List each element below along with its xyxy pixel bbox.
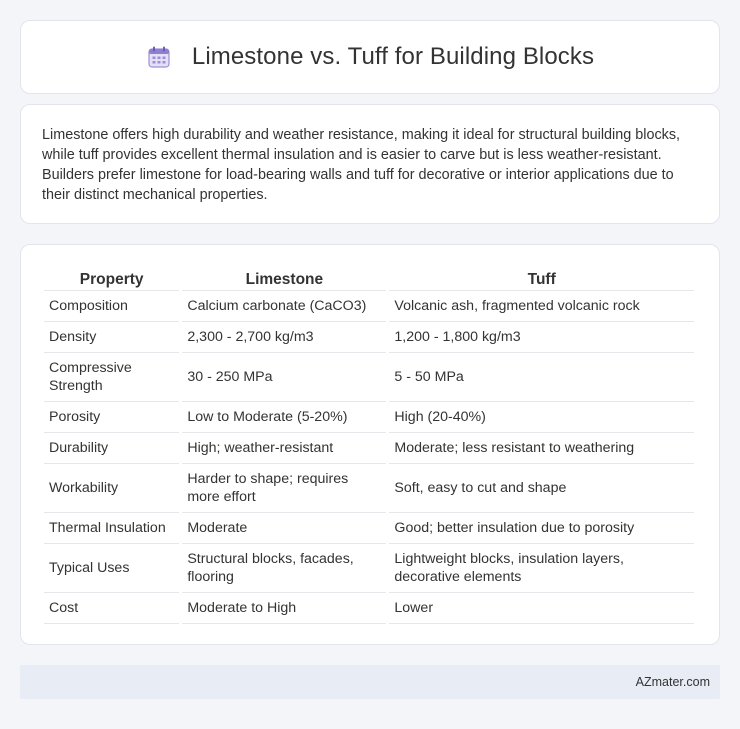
cell-property: Cost xyxy=(44,593,179,624)
table-row xyxy=(44,433,694,464)
page-title: Limestone vs. Tuff for Building Blocks xyxy=(191,43,595,70)
header-tuff: Tuff xyxy=(389,265,694,291)
title-card xyxy=(20,20,720,94)
table-row xyxy=(44,464,694,513)
calendar-icon xyxy=(146,44,172,70)
table-row xyxy=(44,322,694,353)
table-row xyxy=(44,593,694,624)
cell-tuff: Soft, easy to cut and shape xyxy=(389,464,694,513)
cell-property: Density xyxy=(44,322,179,353)
comparison-table xyxy=(41,265,697,624)
description-text: Limestone offers high durability and weather resistance, making it ideal for structural building blocks, while tuff provides excellent thermal insulation and is easier to carve but is less weather-resistant. Builders prefer limestone for load-bearing walls and tuff for decorative or interior applications due to their distinct mechanical properties. xyxy=(42,127,681,203)
cell-tuff: 5 - 50 MPa xyxy=(389,353,694,402)
table-row xyxy=(44,291,694,322)
footer-bar xyxy=(20,665,720,699)
cell-limestone: 2,300 - 2,700 kg/m3 xyxy=(182,322,386,353)
cell-tuff: Volcanic ash, fragmented volcanic rock xyxy=(389,291,694,322)
header-property: Property xyxy=(44,265,179,291)
footer-brand-link[interactable]: AZmater.com xyxy=(635,675,710,689)
cell-tuff: Good; better insulation due to porosity xyxy=(389,513,694,544)
table-row xyxy=(44,402,694,433)
cell-property: Typical Uses xyxy=(44,544,179,593)
header-limestone: Limestone xyxy=(182,265,386,291)
description-card xyxy=(20,104,720,224)
cell-property: Workability xyxy=(44,464,179,513)
cell-limestone: Moderate to High xyxy=(182,593,386,624)
cell-property: Porosity xyxy=(44,402,179,433)
cell-tuff: Lower xyxy=(389,593,694,624)
cell-tuff: Moderate; less resistant to weathering xyxy=(389,433,694,464)
cell-limestone: Calcium carbonate (CaCO3) xyxy=(182,291,386,322)
cell-property: Compressive Strength xyxy=(44,353,179,402)
cell-property: Thermal Insulation xyxy=(44,513,179,544)
cell-property: Composition xyxy=(44,291,179,322)
table-header-row xyxy=(44,265,694,291)
comparison-card xyxy=(20,244,720,645)
cell-limestone: Structural blocks, facades, flooring xyxy=(182,544,386,593)
cell-tuff: High (20-40%) xyxy=(389,402,694,433)
cell-limestone: 30 - 250 MPa xyxy=(182,353,386,402)
cell-limestone: High; weather-resistant xyxy=(182,433,386,464)
table-row xyxy=(44,513,694,544)
cell-property: Durability xyxy=(44,433,179,464)
cell-limestone: Low to Moderate (5-20%) xyxy=(182,402,386,433)
cell-limestone: Harder to shape; requires more effort xyxy=(182,464,386,513)
table-row xyxy=(44,353,694,402)
cell-tuff: 1,200 - 1,800 kg/m3 xyxy=(389,322,694,353)
cell-limestone: Moderate xyxy=(182,513,386,544)
cell-tuff: Lightweight blocks, insulation layers, decorative elements xyxy=(389,544,694,593)
table-row xyxy=(44,544,694,593)
